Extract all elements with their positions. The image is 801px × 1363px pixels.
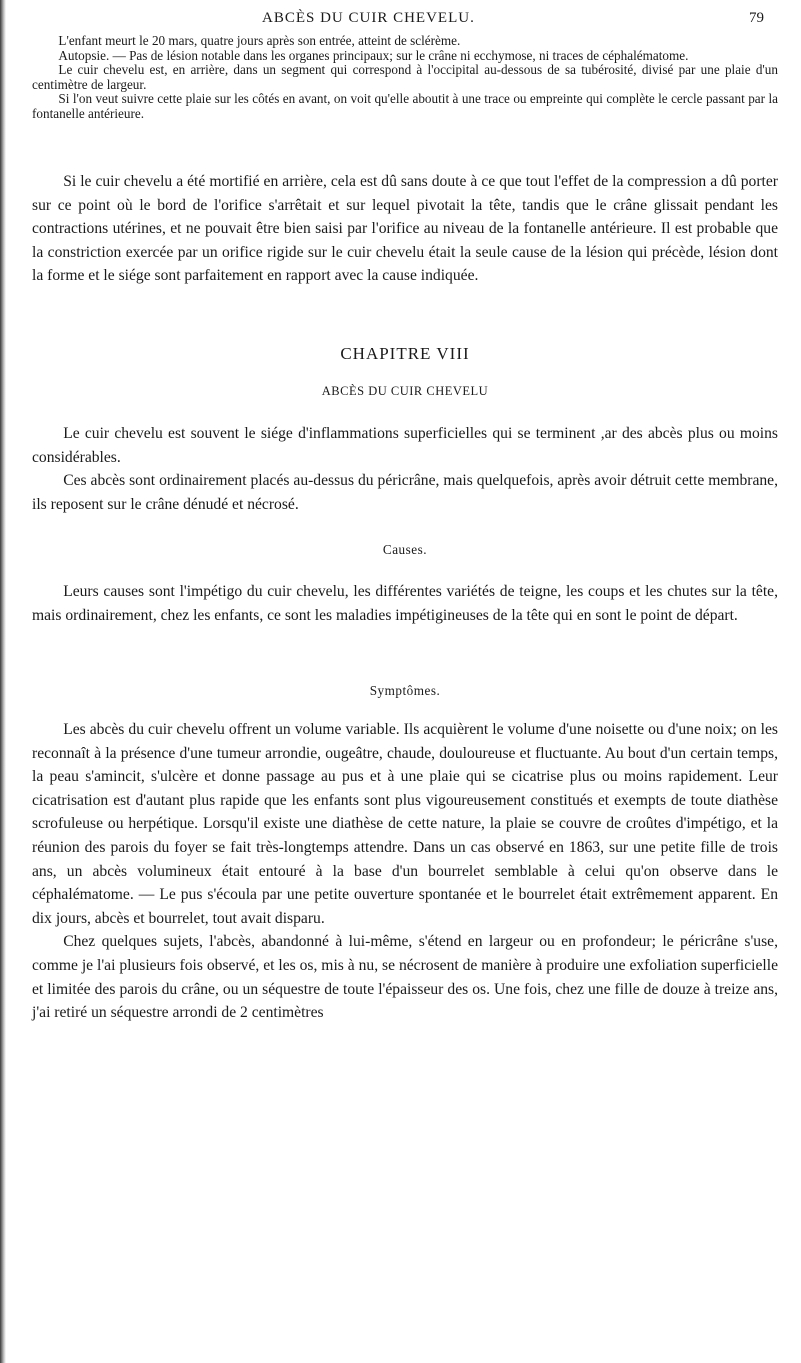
chapter-subheading xyxy=(32,384,778,399)
case-note-paragraph: Le cuir chevelu est, en arrière, dans un segment qui correspond à l'occipital au-dessous de sa tubérosité, divisé par une plaie d'un centimètre de largeur. xyxy=(32,62,778,92)
commentary-paragraph: Si le cuir chevelu a été mortifié en arrière, cela est dû sans doute à ce que tout l'effet de la compression a dû porter sur ce point où le bord de l'orifice s'arrêtait et sur lequel pivotait la tête, tandis que le crâne glissait pendant les contractions utérines, et ne pouvait être bien saisi par l'orifice au niveau de la fontanelle antérieure. Il est probable que la constriction exercée par un orifice rigide sur le cuir chevelu était la seule cause de la lésion qui précède, lésion dont la forme et le siége sont parfaitement en rapport avec la cause indiquée. xyxy=(32,173,778,285)
chapter-subtitle: ABCÈS DU CUIR CHEVELU xyxy=(321,384,489,398)
causes-section xyxy=(32,580,778,627)
chapter-heading xyxy=(32,344,778,364)
symptoms-heading-row xyxy=(32,683,778,699)
case-note-paragraph: L'enfant meurt le 20 mars, quatre jours après son entrée, atteint de sclérème. xyxy=(58,33,461,48)
running-title: ABCÈS DU CUIR CHEVELU. xyxy=(262,10,475,26)
symptoms-heading: Symptômes. xyxy=(369,683,441,698)
intro-paragraph: Le cuir chevelu est souvent le siége d'inflammations superficielles qui se terminent ,ar des abcès plus ou moins considérables. xyxy=(32,425,778,466)
symptoms-paragraph: Chez quelques sujets, l'abcès, abandonné à lui-même, s'étend en largeur ou en profondeur; le péricrâne s'use, comme je l'ai plusieurs fois observé, et les os, mis à nu, se nécrosent de manière à produire une exfoliation superficielle et limitée des parois du crâne, ou un séquestre de toute l'épaisseur des os. Une fois, chez une fille de douze à treize ans, j'ai retiré un séquestre arrondi de 2 centimètres xyxy=(32,933,778,1022)
running-header xyxy=(0,10,801,30)
causes-paragraph: Leurs causes sont l'impétigo du cuir chevelu, les différentes variétés de teigne, les coups et les chutes sur la tête, mais ordinairement, chez les enfants, ce sont les maladies impétigineuses de la tête qui en sont le point de départ. xyxy=(32,583,778,624)
page-number: 79 xyxy=(749,10,764,26)
symptoms-section xyxy=(32,718,778,1025)
scan-edge-shadow xyxy=(0,0,6,1363)
chapter-title: CHAPITRE VIII xyxy=(340,344,470,363)
causes-heading-row xyxy=(32,542,778,558)
intro-paragraph: Ces abcès sont ordinairement placés au-dessus du péricrâne, mais quelquefois, après avoir détruit cette membrane, ils reposent sur le crâne dénudé et nécrosé. xyxy=(32,472,778,513)
symptoms-paragraph: Les abcès du cuir chevelu offrent un volume variable. Ils acquièrent le volume d'une noisette ou d'une noix; on les reconnaît à la présence d'une tumeur arrondie, ougeâtre, chaude, douloureuse et fluctuante. Au bout d'un certain temps, la peau s'amincit, s'ulcère et donne passage au pus et à une plaie qui se cicatrise plus ou moins rapidement. Leur cicatrisation est d'autant plus rapide que les enfants sont plus vigoureusement constitués et exempts de toute diathèse scrofuleuse ou herpétique. Lorsqu'il existe une diathèse de cette nature, la plaie se couvre de croûtes d'impétigo, et la réunion des parois du foyer se fait très-longtemps attendre. Dans un cas observé en 1863, sur une petite fille de trois ans, un abcès volumineux était entouré à la base d'un bourrelet semblable à celui qu'on observe dans le céphalématome. — Le pus s'écoula par une petite ouverture spontanée et le bourrelet était extrêmement apparent. En dix jours, abcès et bourrelet, tout avait disparu. xyxy=(32,721,778,927)
case-note-paragraph: Si l'on veut suivre cette plaie sur les côtés en avant, on voit qu'elle aboutit à une trace ou empreinte qui complète le cercle passant par la fontanelle antérieure. xyxy=(32,91,778,121)
case-note-paragraph: Autopsie. — Pas de lésion notable dans les organes principaux; sur le crâne ni ecchymose, ni traces de céphalématome. xyxy=(58,47,689,63)
causes-heading: Causes. xyxy=(382,542,428,557)
case-note xyxy=(32,34,778,122)
commentary-section xyxy=(32,170,778,288)
chapter-intro xyxy=(32,422,778,516)
